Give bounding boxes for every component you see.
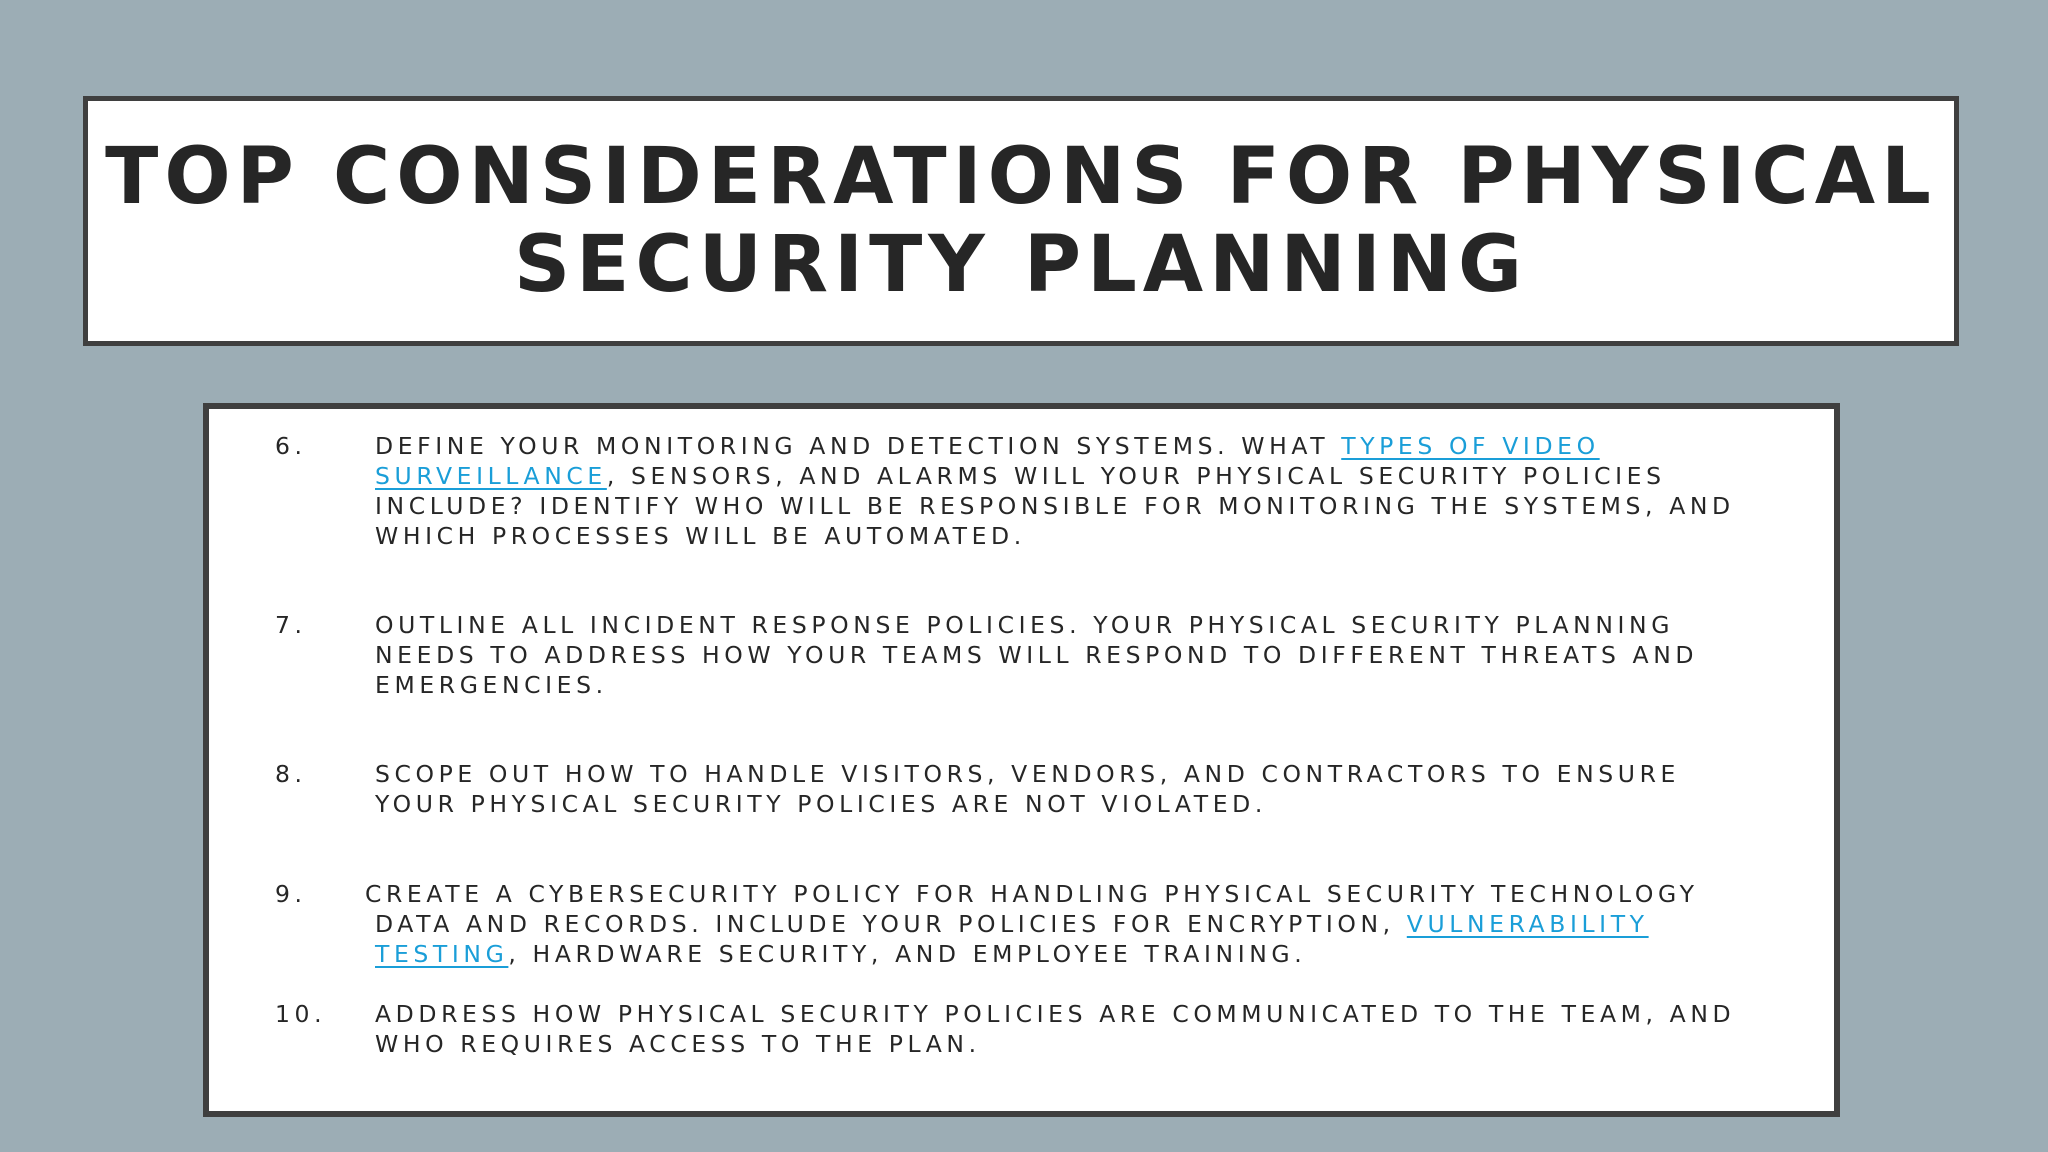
types-of-video-surveillance-link[interactable]: TYPES OF VIDEO SURVEILLANCE	[375, 432, 1600, 490]
list-item-8	[275, 759, 1775, 819]
list-item-6	[275, 431, 1775, 551]
list-text: ADDRESS HOW PHYSICAL SECURITY POLICIES ARE COMMUNICATED TO THE TEAM, AND WHO REQUIRES ACCESS TO THE PLAN.	[375, 1000, 1736, 1058]
slide-title-line-1: TOP CONSIDERATIONS FOR PHYSICAL	[105, 132, 1937, 222]
list-text-part: DEFINE YOUR MONITORING AND DETECTION SYSTEMS. WHAT	[375, 432, 1342, 460]
title-box	[83, 96, 1959, 346]
slide-title	[105, 133, 1937, 309]
list-text-part: , SENSORS, AND ALARMS WILL YOUR PHYSICAL SECURITY POLICIES INCLUDE? IDENTIFY WHO WILL BE RESPONSIBLE FOR MONITORING THE SYSTEMS, AND WHICH PROCESSES WILL BE AUTOMATED.	[375, 462, 1735, 550]
vulnerability-testing-link[interactable]: VULNERABILITY TESTING	[375, 910, 1649, 968]
list-text: SCOPE OUT HOW TO HANDLE VISITORS, VENDORS, AND CONTRACTORS TO ENSURE YOUR PHYSICAL SECURITY POLICIES ARE NOT VIOLATED.	[375, 760, 1680, 818]
list-text-part: DATA AND RECORDS. INCLUDE YOUR POLICIES FOR ENCRYPTION,	[375, 910, 1407, 938]
list-item-7	[275, 610, 1775, 700]
list-text-part: CREATE A CYBERSECURITY POLICY FOR HANDLING PHYSICAL SECURITY TECHNOLOGY	[365, 880, 1699, 908]
list-number: 7.	[275, 611, 307, 639]
list-item-9	[275, 879, 1775, 969]
list-text-part: , HARDWARE SECURITY, AND EMPLOYEE TRAINING.	[508, 940, 1307, 968]
slide-title-line-2: SECURITY PLANNING	[513, 220, 1529, 310]
list-number: 8.	[275, 760, 307, 788]
content-box	[203, 403, 1840, 1117]
list-text	[375, 431, 1775, 551]
list-text	[365, 879, 1775, 969]
list-text: OUTLINE ALL INCIDENT RESPONSE POLICIES. YOUR PHYSICAL SECURITY PLANNING NEEDS TO ADDRESS HOW YOUR TEAMS WILL RESPOND TO DIFFERENT THREATS AND EMERGENCIES.	[375, 611, 1699, 699]
list-number: 6.	[275, 432, 307, 460]
list-item-10	[275, 999, 1775, 1059]
list-number: 10.	[275, 1000, 327, 1028]
list-number: 9.	[275, 880, 307, 908]
